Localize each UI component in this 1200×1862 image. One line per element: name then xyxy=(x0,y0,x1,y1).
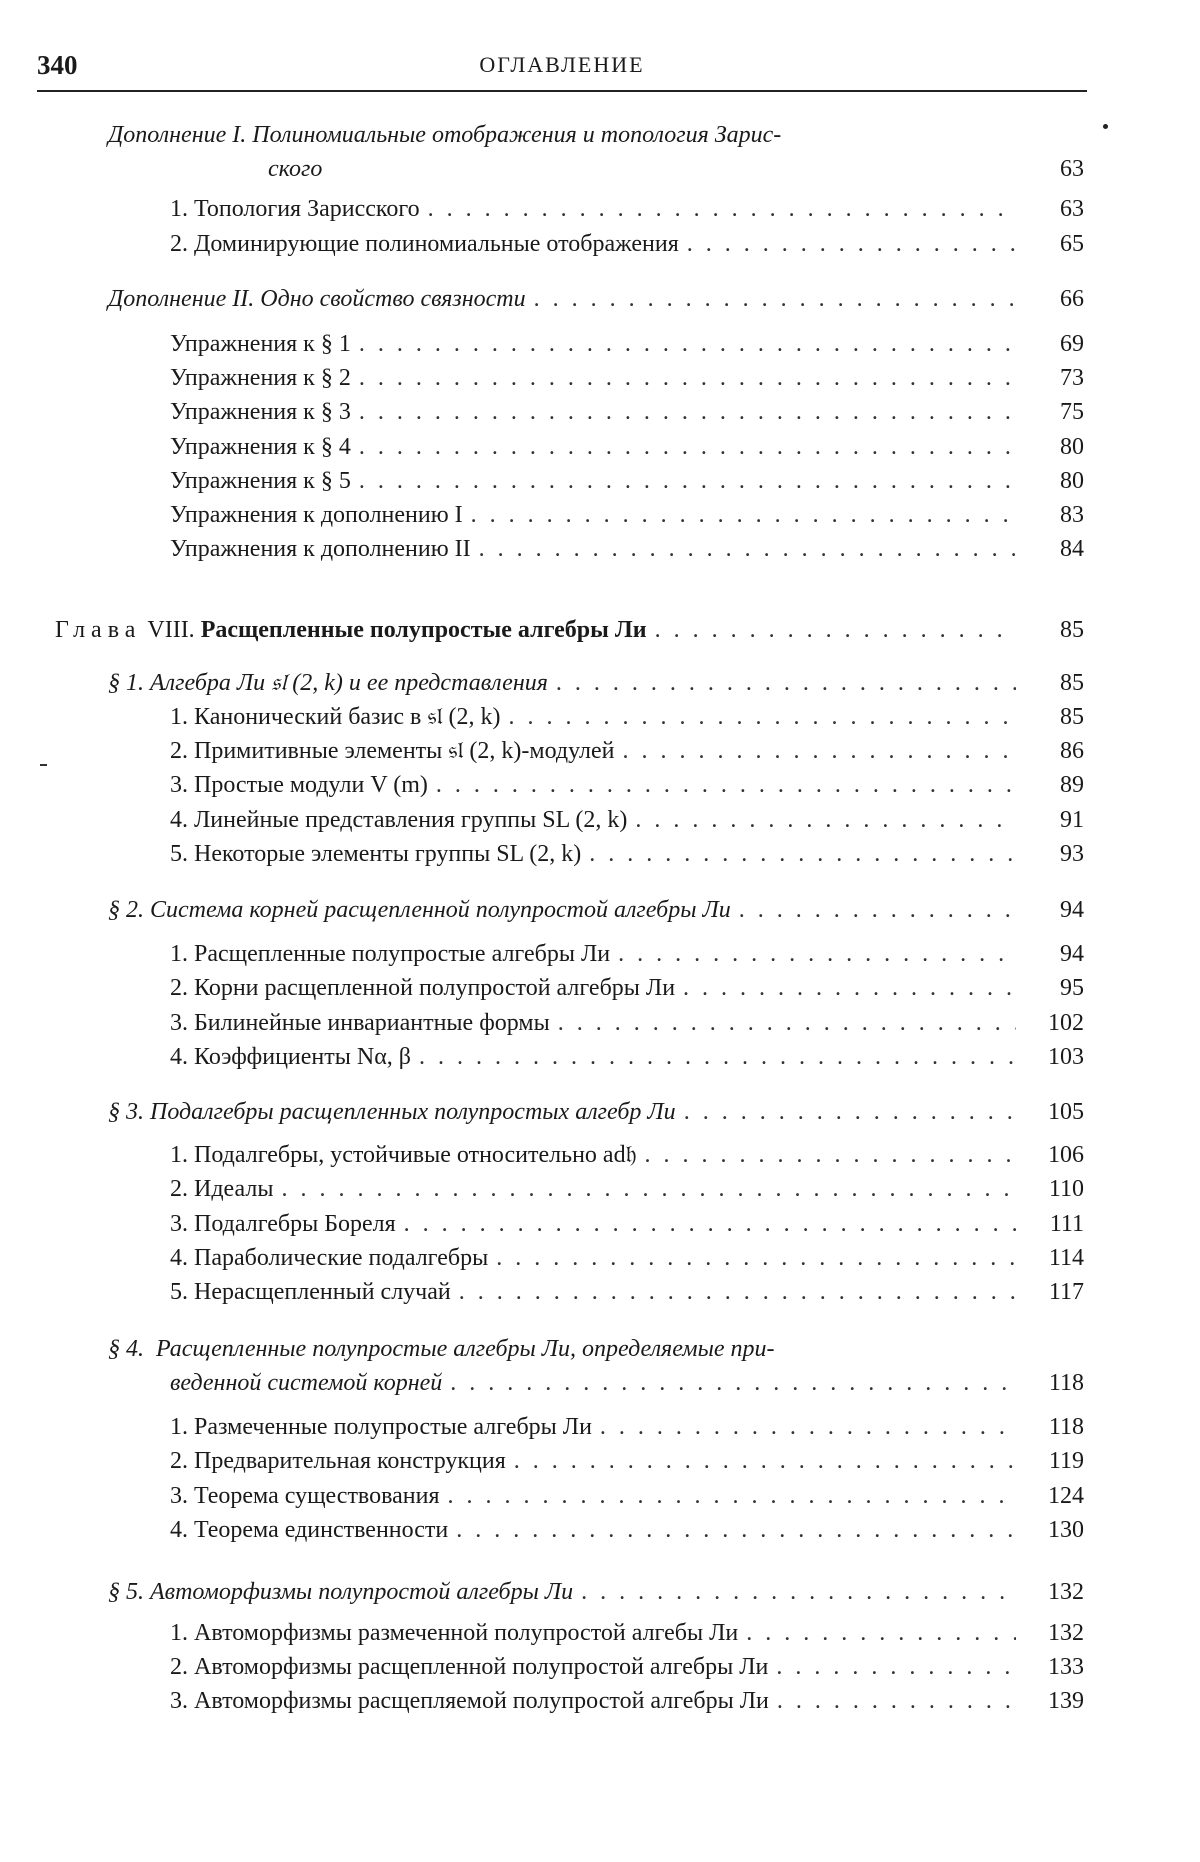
section-title-line2: веденной системой корней xyxy=(170,1370,443,1396)
page-ref: 83 xyxy=(1060,502,1084,528)
leader-dots xyxy=(618,937,1016,971)
chapter-number: VIII. xyxy=(147,617,195,643)
leader-dots xyxy=(655,613,1016,647)
page-ref: 139 xyxy=(1048,1688,1084,1714)
toc-row-section xyxy=(108,1575,1084,1609)
toc-row xyxy=(170,768,1084,802)
toc-row xyxy=(170,395,1084,429)
leader-dots xyxy=(459,1275,1016,1309)
toc-row-section-line1 xyxy=(108,1332,774,1366)
page-ref: 119 xyxy=(1048,1448,1084,1474)
toc-row xyxy=(170,430,1084,464)
toc-row xyxy=(170,1006,1084,1040)
leader-dots xyxy=(777,1684,1016,1718)
page-ref: 130 xyxy=(1048,1517,1084,1543)
exercise-label: Упражнения к дополнению II xyxy=(170,536,471,562)
exercise-label: Упражнения к § 2 xyxy=(170,365,351,391)
page-ref: 89 xyxy=(1060,772,1084,798)
leader-dots xyxy=(556,666,1016,700)
page-ref: 124 xyxy=(1048,1483,1084,1509)
toc-entry-label: 4. Параболические подалгебры xyxy=(170,1245,489,1271)
running-header xyxy=(37,44,1087,92)
toc-row xyxy=(170,1479,1084,1513)
leader-dots xyxy=(419,1040,1016,1074)
page-ref: 91 xyxy=(1060,807,1084,833)
toc-row-section xyxy=(108,1095,1084,1129)
page-ref: 86 xyxy=(1060,738,1084,764)
leader-dots xyxy=(359,327,1016,361)
exercise-label: Упражнения к дополнению I xyxy=(170,502,463,528)
toc-entry-label: 5. Некоторые элементы группы SL (2, k) xyxy=(170,841,582,867)
toc-row xyxy=(170,1207,1084,1241)
toc-entry-label: 3. Автоморфизмы расщепляемой полупростой алгебры Ли xyxy=(170,1688,769,1714)
section-title: Система корней расщепленной полупростой алгебры Ли xyxy=(150,897,731,923)
toc-row xyxy=(170,532,1084,566)
page-ref: 110 xyxy=(1048,1176,1084,1202)
leader-dots xyxy=(428,192,1016,226)
leader-dots xyxy=(359,361,1016,395)
section-number: § 1. xyxy=(108,670,144,696)
toc-row xyxy=(170,327,1084,361)
toc-row xyxy=(170,1040,1084,1074)
toc-entry-label: 3. Билинейные инвариантные формы xyxy=(170,1010,550,1036)
page-ref: 75 xyxy=(1060,399,1084,425)
page-ref: 85 xyxy=(1060,617,1084,643)
section-title: Подалгебры расщепленных полупростых алгебр Ли xyxy=(150,1099,676,1125)
appendix2-title: Дополнение II. Одно свойство связности xyxy=(108,286,526,312)
leader-dots xyxy=(514,1444,1016,1478)
print-speck xyxy=(1103,124,1108,129)
toc-entry-label: 4. Линейные представления группы SL (2, k) xyxy=(170,807,628,833)
page-ref: 80 xyxy=(1060,434,1084,460)
toc-row xyxy=(170,192,1084,226)
toc-row xyxy=(170,1684,1084,1718)
toc-entry-label: 4. Теорема единственности xyxy=(170,1517,449,1543)
toc-entry-label: 4. Коэффициенты Nα, β xyxy=(170,1044,411,1070)
page-number: 340 xyxy=(37,50,78,80)
page-ref: 95 xyxy=(1060,975,1084,1001)
leader-dots xyxy=(450,1366,1016,1400)
toc-entry-label: 3. Теорема существования xyxy=(170,1483,440,1509)
toc-row xyxy=(170,971,1084,1005)
section-number: § 3. xyxy=(108,1099,144,1125)
toc-row-chapter xyxy=(55,613,1084,647)
toc-row xyxy=(170,1241,1084,1275)
toc-row xyxy=(170,1138,1084,1172)
toc-entry-label: 3. Подалгебры Бореля xyxy=(170,1211,396,1237)
section-title: Автоморфизмы полупростой алгебры Ли xyxy=(150,1579,574,1605)
section-number: § 5. xyxy=(108,1579,144,1605)
section-title: Алгебра Ли 𝔰𝔩 (2, k) и ее представления xyxy=(150,670,548,696)
page-ref: 80 xyxy=(1060,468,1084,494)
page-ref: 85 xyxy=(1060,704,1084,730)
toc-row xyxy=(170,734,1084,768)
chapter-prefix: Глава xyxy=(55,617,142,643)
leader-dots xyxy=(509,700,1017,734)
toc-entry-label: 2. Доминирующие полиномиальные отображения xyxy=(170,231,679,257)
leader-dots xyxy=(589,837,1016,871)
page-ref: 66 xyxy=(1060,286,1084,312)
page-ref: 69 xyxy=(1060,331,1084,357)
leader-dots xyxy=(581,1575,1016,1609)
leader-dots xyxy=(359,430,1016,464)
toc-row xyxy=(170,1513,1084,1547)
toc-row xyxy=(170,1275,1084,1309)
page-ref: 117 xyxy=(1048,1279,1084,1305)
toc-row xyxy=(170,700,1084,734)
toc-entry-label: 1. Канонический базис в 𝔰𝔩 (2, k) xyxy=(170,704,501,730)
section-title-line1: Расщепленные полупростые алгебры Ли, определяемые при- xyxy=(156,1336,775,1362)
toc-entry-label: 3. Простые модули V (m) xyxy=(170,772,428,798)
toc-entry-label: 2. Автоморфизмы расщепленной полупростой алгебры Ли xyxy=(170,1654,769,1680)
page-ref: 105 xyxy=(1048,1099,1084,1125)
leader-dots xyxy=(600,1410,1016,1444)
leader-dots xyxy=(456,1513,1016,1547)
toc-row xyxy=(170,464,1084,498)
toc-entry-label: 2. Корни расщепленной полупростой алгебры Ли xyxy=(170,975,676,1001)
toc-entry-label: 2. Предварительная конструкция xyxy=(170,1448,506,1474)
leader-dots xyxy=(496,1241,1016,1275)
exercise-label: Упражнения к § 5 xyxy=(170,468,351,494)
page-ref: 84 xyxy=(1060,536,1084,562)
leader-dots xyxy=(558,1006,1016,1040)
leader-dots xyxy=(683,971,1016,1005)
page-ref: 118 xyxy=(1048,1414,1084,1440)
leader-dots xyxy=(359,464,1016,498)
toc-entry-label: 2. Примитивные элементы 𝔰𝔩 (2, k)-модулей xyxy=(170,738,615,764)
print-speck xyxy=(40,764,47,766)
leader-dots xyxy=(436,768,1016,802)
exercise-label: Упражнения к § 4 xyxy=(170,434,351,460)
page-ref: 94 xyxy=(1060,897,1084,923)
chapter-title: Расщепленные полупростые алгебры Ли xyxy=(200,617,647,643)
page-ref: 93 xyxy=(1060,841,1084,867)
toc-entry-label: 1. Автоморфизмы размеченной полупростой алгебы Ли xyxy=(170,1620,739,1646)
toc-row xyxy=(170,361,1084,395)
leader-dots xyxy=(635,803,1016,837)
section-number: § 4. xyxy=(108,1336,144,1362)
running-title: ОГЛАВЛЕНИЕ xyxy=(479,52,645,77)
leader-dots xyxy=(623,734,1016,768)
leader-dots xyxy=(687,227,1016,261)
toc-row xyxy=(170,803,1084,837)
page-ref: 114 xyxy=(1048,1245,1084,1271)
toc-row xyxy=(170,227,1084,261)
page-ref: 73 xyxy=(1060,365,1084,391)
toc-entry-label: 2. Идеалы xyxy=(170,1176,274,1202)
leader-dots xyxy=(776,1650,1016,1684)
toc-entry-label: 1. Топология Зарисского xyxy=(170,196,420,222)
toc-row-section-line2 xyxy=(170,1366,1084,1400)
toc-row xyxy=(170,1444,1084,1478)
toc-row-section xyxy=(108,893,1084,927)
leader-dots xyxy=(404,1207,1016,1241)
leader-dots xyxy=(471,498,1016,532)
toc-row xyxy=(170,937,1084,971)
leader-dots xyxy=(448,1479,1017,1513)
leader-dots xyxy=(739,893,1016,927)
exercise-label: Упражнения к § 1 xyxy=(170,331,351,357)
leader-dots xyxy=(534,282,1016,316)
toc-row xyxy=(170,1650,1084,1684)
page-ref: 133 xyxy=(1048,1654,1084,1680)
page-ref: 103 xyxy=(1048,1044,1084,1070)
page-ref: 63 xyxy=(1060,156,1084,182)
appendix1-title-line2: ского xyxy=(268,156,323,182)
toc-entry-label: 1. Расщепленные полупростые алгебры Ли xyxy=(170,941,611,967)
leader-dots xyxy=(281,1172,1016,1206)
page-ref: 85 xyxy=(1060,670,1084,696)
page-ref: 106 xyxy=(1048,1142,1084,1168)
section-number: § 2. xyxy=(108,897,144,923)
toc-row xyxy=(170,1172,1084,1206)
toc-row xyxy=(170,837,1084,871)
page-ref: 102 xyxy=(1048,1010,1084,1036)
page-ref: 111 xyxy=(1049,1211,1084,1237)
toc-row-appendix2 xyxy=(108,282,1084,316)
page-ref: 94 xyxy=(1060,941,1084,967)
page-ref: 63 xyxy=(1060,196,1084,222)
leader-dots xyxy=(479,532,1016,566)
toc-row xyxy=(170,498,1084,532)
toc-entry-label: 5. Нерасщепленный случай xyxy=(170,1279,451,1305)
page-ref: 132 xyxy=(1048,1579,1084,1605)
toc-row xyxy=(170,1410,1084,1444)
page-ref: 132 xyxy=(1048,1620,1084,1646)
toc-row-section xyxy=(108,666,1084,700)
toc-entry-label: 1. Размеченные полупростые алгебры Ли xyxy=(170,1414,592,1440)
toc-row-appendix1 xyxy=(108,152,1084,186)
leader-dots xyxy=(746,1616,1016,1650)
page-ref: 118 xyxy=(1048,1370,1084,1396)
appendix1-title-line1: Дополнение I. Полиномиальные отображения и топология Зарис- xyxy=(108,122,782,148)
leader-dots xyxy=(684,1095,1016,1129)
leader-dots xyxy=(645,1138,1017,1172)
toc-entry-label: 1. Подалгебры, устойчивые относительно ad𝔥 xyxy=(170,1142,637,1168)
page-ref: 65 xyxy=(1060,231,1084,257)
toc-row xyxy=(170,1616,1084,1650)
exercise-label: Упражнения к § 3 xyxy=(170,399,351,425)
leader-dots xyxy=(359,395,1016,429)
